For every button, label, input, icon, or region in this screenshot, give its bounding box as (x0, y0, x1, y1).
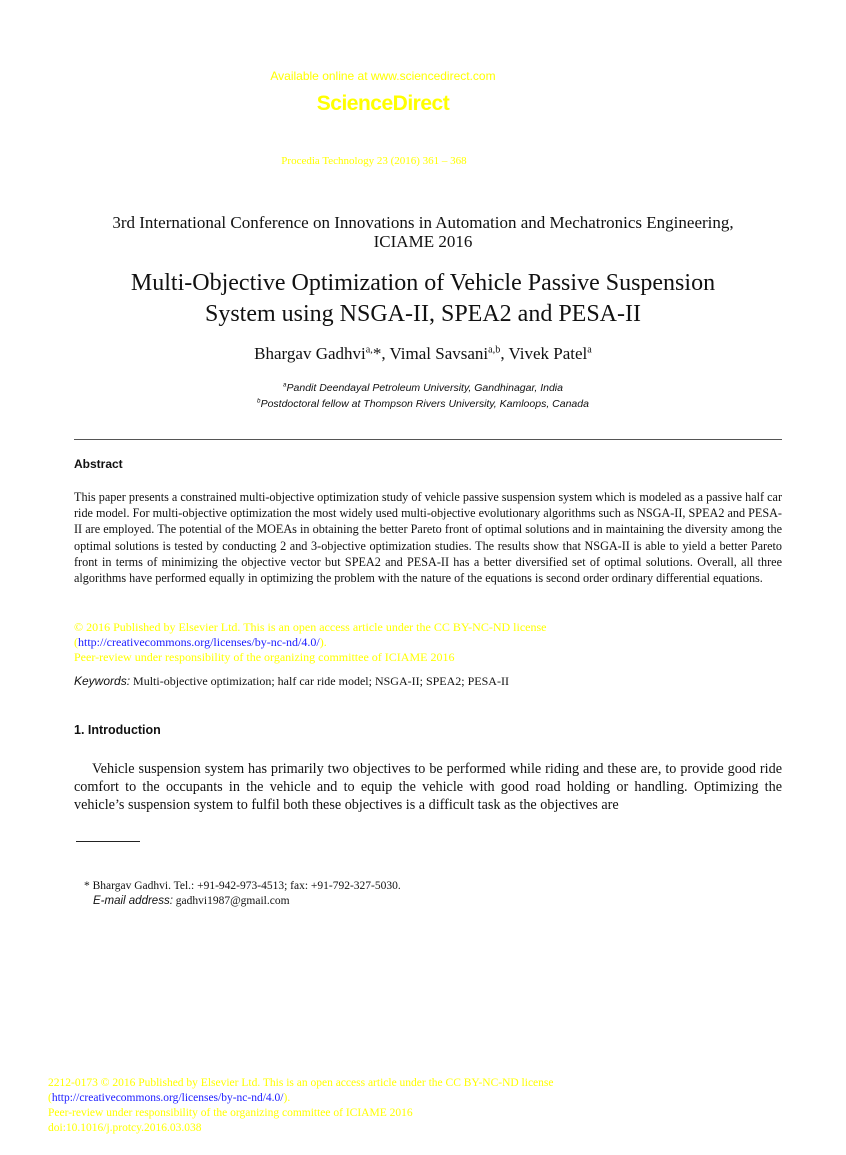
author-name: Bhargav Gadhvi (254, 344, 366, 363)
author-name: Vimal Savsani (389, 344, 489, 363)
paren-open: ( (74, 635, 78, 649)
copyright-line: © 2016 Published by Elsevier Ltd. This is an open access article under the CC BY-NC-ND license (74, 620, 547, 634)
email-address[interactable]: gadhvi1987@gmail.com (175, 895, 290, 907)
keywords-text: Multi-objective optimization; half car ride model; NSGA-II; SPEA2; PESA-II (133, 674, 509, 688)
abstract-heading: Abstract (74, 457, 123, 471)
affiliations (0, 380, 846, 412)
journal-citation: Procedia Technology 23 (2016) 361 – 368 (281, 155, 467, 167)
conference-name (0, 213, 846, 251)
abstract-text: This paper presents a constrained multi-objective optimization study of vehicle passive suspension system which is modeled as a passive half car ride model. For multi-objective optimization the most widely used multi-objective evolutionary algorithms such as NSGA-II, SPEA2 and PESA-II are employed. The potential of the MOEAs in obtaining the better Pareto front of optimal solutions and in maintaining the diversity among the optimal solutions is tested by conducting 2 and 3-objective optimization studies. The results show that NSGA-II is able to yield a better Pareto front in terms of minimizing the objective vector but SPEA2 and PESA-II has a better diversified set of optimal solutions. Overall, all three algorithms have performed equally in optimizing the problem with the nature of the equations is second order ordinary differential equations. (74, 490, 782, 586)
bottom-license-block (48, 1076, 808, 1136)
abstract-divider (74, 439, 782, 440)
license-link[interactable]: http://creativecommons.org/licenses/by-nc-nd/4.0/ (78, 635, 320, 649)
email-label: E-mail address: (93, 895, 173, 907)
conference-line-1: 3rd International Conference on Innovations in Automation and Mechatronics Engineering, (112, 213, 734, 232)
affiliation-a (0, 380, 846, 396)
affiliation-text: Pandit Deendayal Petroleum University, Gandhinagar, India (286, 382, 563, 394)
license-url-line (74, 635, 782, 650)
title-line-1: Multi-Objective Optimization of Vehicle Passive Suspension (130, 270, 716, 296)
affiliation-mark: a (283, 381, 287, 389)
paren-close: ). (283, 1092, 291, 1104)
peer-review-line: Peer-review under responsibility of the organizing committee of ICIAME 2016 (74, 650, 455, 664)
introduction-heading: 1. Introduction (74, 723, 161, 737)
issn-copyright-line: 2212-0173 © 2016 Published by Elsevier Ltd. This is an open access article under the CC BY-NC-ND license (48, 1077, 554, 1089)
license-block (74, 620, 782, 665)
footnote-star: * (84, 880, 90, 892)
author-affiliation-mark: a (587, 344, 592, 356)
affiliation-b (0, 396, 846, 412)
affiliation-text: Postdoctoral fellow at Thompson Rivers University, Kamloops, Canada (260, 398, 589, 410)
introduction-text: Vehicle suspension system has primarily two objectives to be performed while riding and these are, to provide good ride comfort to the occupants in the vehicle and to equip the vehicle with good road holding or handling. Optimizing the vehicle’s suspension system to fulfil both these objectives is a difficult task as the objectives are (74, 761, 782, 813)
paren-close: ). (319, 635, 327, 649)
footnote-contact (84, 879, 784, 894)
author-affiliation-mark: a,b (488, 344, 501, 356)
affiliation-mark: b (257, 397, 261, 405)
sciencedirect-logo: ScienceDirect (316, 92, 450, 115)
author-separator: , (500, 344, 509, 363)
conference-line-2: ICIAME 2016 (373, 232, 473, 251)
bottom-license-link[interactable]: http://creativecommons.org/licenses/by-nc-nd/4.0/ (51, 1092, 284, 1104)
footnote-divider (76, 841, 140, 842)
page-title (0, 268, 846, 330)
keywords (74, 674, 782, 689)
author-name: Vivek Patel (508, 344, 588, 363)
author-list (0, 344, 846, 364)
keywords-label: Keywords: (74, 674, 131, 688)
footnote-email (84, 894, 784, 909)
author-affiliation-mark: a, (365, 344, 373, 356)
footnote-contact-text: Bhargav Gadhvi. Tel.: +91-942-973-4513; fax: +91-792-327-5030. (92, 880, 401, 892)
title-line-2: System using NSGA-II, SPEA2 and PESA-II (204, 301, 641, 327)
available-online-text: Available online at www.sciencedirect.com (270, 69, 496, 83)
paren-open: ( (48, 1092, 52, 1104)
bottom-peer-review-line: Peer-review under responsibility of the organizing committee of ICIAME 2016 (48, 1107, 413, 1119)
bottom-license-url-line (48, 1091, 808, 1106)
doi-line: doi:10.1016/j.protcy.2016.03.038 (48, 1122, 202, 1134)
author-separator: , (381, 344, 390, 363)
footnote (84, 879, 784, 909)
corresponding-author-mark: * (372, 344, 382, 363)
